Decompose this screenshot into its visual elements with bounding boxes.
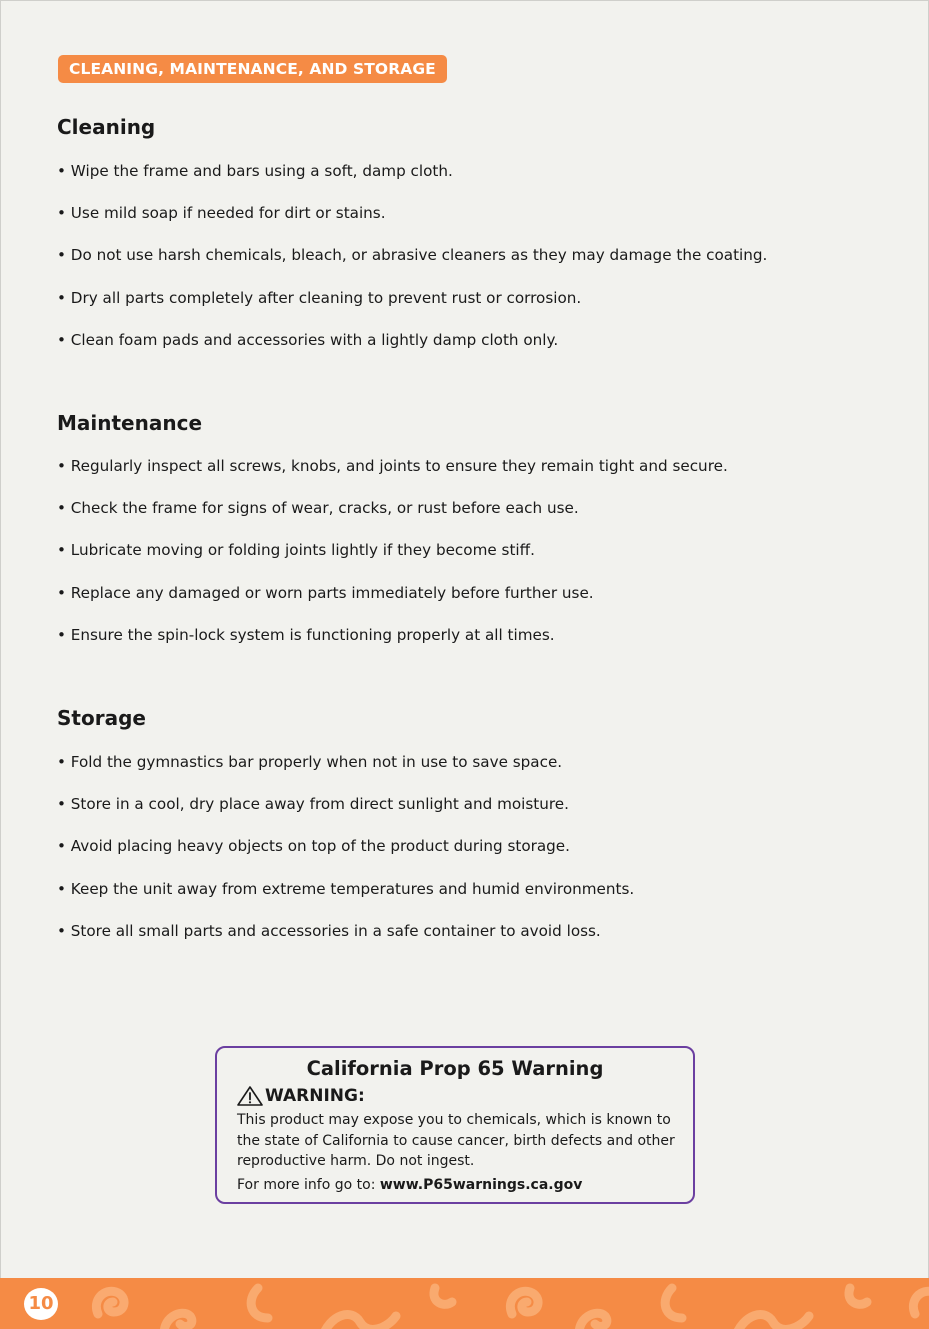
p65-warnings-link[interactable]: www.P65warnings.ca.gov [379,1177,583,1193]
section-label-badge: CLEANING, MAINTENANCE, AND STORAGE [58,55,447,83]
list-item: • Use mild soap if needed for dirt or stains. [57,204,386,223]
more-info-row [237,1175,582,1195]
list-item: • Fold the gymnastics bar properly when not in use to save space. [57,753,563,771]
list-item: • Regularly inspect all screws, knobs, and joints to ensure they remain tight and secure. [57,457,728,475]
cleaning-list [57,161,767,372]
warning-triangle-icon [237,1085,265,1107]
list-item: • Keep the unit away from extreme temperatures and humid environments. [57,879,635,898]
list-item: • Replace any damaged or worn parts immediately before further use. [57,583,594,602]
more-info-prefix: For more info go to: [237,1177,380,1193]
footer-band [0,1278,929,1329]
warning-body-text: This product may expose you to chemicals, which is known to the state of California to cause cancer, birth defects and other reproductive harm. Do not ingest. [237,1112,675,1169]
warning-label-row [237,1084,365,1108]
storage-list [57,752,634,963]
list-item: • Ensure the spin-lock system is functioning properly at all times. [57,625,555,644]
list-item: • Wipe the frame and bars using a soft, damp cloth. [57,162,453,180]
list-item: • Lubricate moving or folding joints lightly if they become stiff. [57,541,535,560]
maintenance-list [57,456,728,667]
list-item: • Store all small parts and accessories in a safe container to avoid loss. [57,921,601,940]
warning-title: California Prop 65 Warning [306,1057,604,1080]
prop65-warning-box [215,1046,695,1204]
cleaning-heading: Cleaning [57,115,156,139]
list-item: • Do not use harsh chemicals, bleach, or abrasive cleaners as they may damage the coating. [57,246,768,265]
maintenance-heading: Maintenance [57,411,203,435]
list-item: • Check the frame for signs of wear, cracks, or rust before each use. [57,499,579,518]
page-number: 10 [24,1288,58,1320]
list-item: • Avoid placing heavy objects on top of the product during storage. [57,837,570,856]
decorative-swirl-pattern [0,1278,929,1329]
list-item: • Dry all parts completely after cleaning to prevent rust or corrosion. [57,288,582,307]
list-item: • Store in a cool, dry place away from direct sunlight and moisture. [57,795,569,814]
warning-label: WARNING: [265,1086,365,1106]
storage-heading: Storage [57,706,146,730]
list-item: • Clean foam pads and accessories with a lightly damp cloth only. [57,330,559,349]
